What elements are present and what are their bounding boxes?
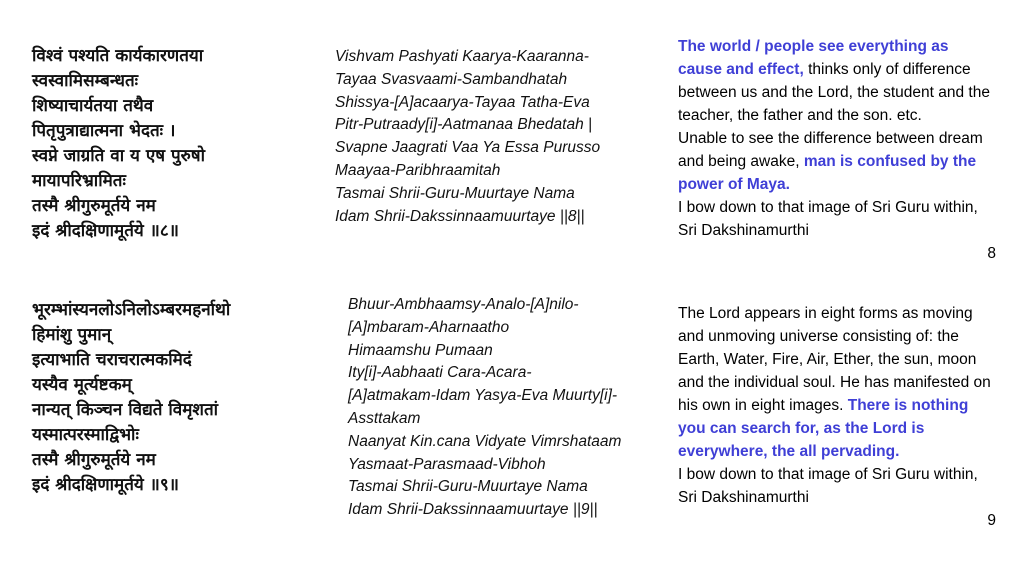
verse9-translit-line: Naanyat Kin.cana Vidyate Vimrshataam	[348, 432, 622, 450]
verse8-number: 8	[987, 245, 996, 262]
verse8-sanskrit-line: मायापरिभ्रामितः	[32, 171, 126, 191]
verse8-meaning-text-1: thinks only of difference between us and the Lord, the student and the teacher, the father and the son. etc.	[678, 61, 990, 124]
verse9-transliteration	[348, 294, 621, 522]
verse8-translit-line: Tasmai Shrii-Guru-Muurtaye Nama	[335, 184, 575, 202]
verse8-bow-line: I bow down to that image of Sri Guru within, Sri Dakshinamurthi	[678, 199, 978, 239]
verse9-translit-line: Yasmaat-Parasmaad-Vibhoh	[348, 455, 546, 473]
verse8-translit-line: Svapne Jaagrati Vaa Ya Essa Purusso	[335, 139, 601, 157]
verse9-translit-line: Assttakam	[348, 409, 421, 427]
verse9-meaning	[678, 302, 996, 529]
verse9-sanskrit-line: भूरम्भांस्यनलोऽनिलोऽम्बरमहर्नाथो	[32, 300, 231, 320]
verse9-translit-line: Idam Shrii-Dakssinnaamuurtaye ||9||	[348, 501, 598, 519]
verse9-translit-line: Ity[i]-Aabhaati Cara-Acara-	[348, 364, 532, 382]
verse8-sanskrit-line: पितृपुत्राद्यात्मना भेदतः ।	[32, 121, 176, 141]
verse8-sanskrit	[32, 44, 205, 244]
verse8-translit-line: Pitr-Putraady[i]-Aatmanaa Bhedatah |	[335, 116, 593, 134]
verse9-translit-line: Bhuur-Ambhaamsy-Analo-[A]nilo-	[348, 296, 579, 313]
verse9-number: 9	[987, 512, 996, 529]
verse8-meaning	[678, 35, 996, 262]
verse8-translit-line: Idam Shrii-Dakssinnaamuurtaye ||8||	[335, 207, 585, 225]
verse9-highlight-1: There is nothing you can search for, as the Lord is everywhere, the all pervading.	[678, 397, 969, 460]
verse8-sanskrit-line: विश्वं पश्यति कार्यकारणतया	[32, 46, 204, 66]
verse9-sanskrit-line: यस्यैव मूर्त्यष्टकम्	[32, 375, 132, 395]
verse9-sanskrit-line: इत्याभाति चराचरात्मकमिदं	[32, 350, 192, 370]
verse9-translit-line: [A]atmakam-Idam Yasya-Eva Muurty[i]-	[348, 387, 618, 405]
verse8-highlight-2: man is confused by the power of Maya.	[678, 153, 977, 193]
verse9-bow-line: I bow down to that image of Sri Guru within, Sri Dakshinamurthi	[678, 466, 978, 506]
verse9-translit-line: [A]mbaram-Aharnaatho	[348, 318, 510, 336]
verse8-sanskrit-line: तस्मै श्रीगुरुमूर्तये नम	[32, 196, 156, 216]
verse8-transliteration	[335, 46, 600, 228]
verse9-translit-line: Tasmai Shrii-Guru-Muurtaye Nama	[348, 478, 588, 496]
verse8-sanskrit-line: स्वप्ने जाग्रति वा य एष पुरुषो	[32, 146, 206, 166]
verse8-sanskrit-line: इदं श्रीदक्षिणामूर्तये ॥८॥	[32, 221, 179, 241]
verse9-translit-line: Himaamshu Pumaan	[348, 341, 493, 359]
verse8-sanskrit-line: स्वस्वामिसम्बन्धतः	[32, 71, 139, 91]
verse9-sanskrit-line: तस्मै श्रीगुरुमूर्तये नम	[32, 450, 156, 470]
verse8-meaning-text-2: Unable to see the difference between dream and being awake,	[678, 130, 983, 170]
verse8-translit-line: Shissya-[A]acaarya-Tayaa Tatha-Eva	[335, 93, 590, 111]
verse8-sanskrit-line: शिष्याचार्यतया तथैव	[32, 96, 154, 116]
verse8-highlight-1: The world / people see everything as cause and effect,	[678, 38, 949, 78]
verse8-translit-line: Tayaa Svasvaami-Sambandhatah	[335, 70, 568, 88]
verse9-sanskrit-line: यस्मात्परस्माद्विभोः	[32, 425, 139, 445]
verse8-translit-line: Maayaa-Paribhraamitah	[335, 161, 501, 179]
verse9-sanskrit-line: नान्यत् किञ्चन विद्यते विमृशतां	[32, 400, 219, 420]
verse9-sanskrit-line: इदं श्रीदक्षिणामूर्तये ॥९॥	[32, 475, 179, 495]
verse9-meaning-text-1: The Lord appears in eight forms as moving and unmoving universe consisting of: the Earth, Water, Fire, Air, Ether, the sun, moon and the individual soul. He has manifested on his own in eight images.	[678, 305, 991, 414]
verse9-sanskrit	[32, 298, 230, 498]
verse8-translit-line: Vishvam Pashyati Kaarya-Kaaranna-	[335, 48, 589, 65]
verse9-sanskrit-line: हिमांशु पुमान्	[32, 325, 112, 345]
